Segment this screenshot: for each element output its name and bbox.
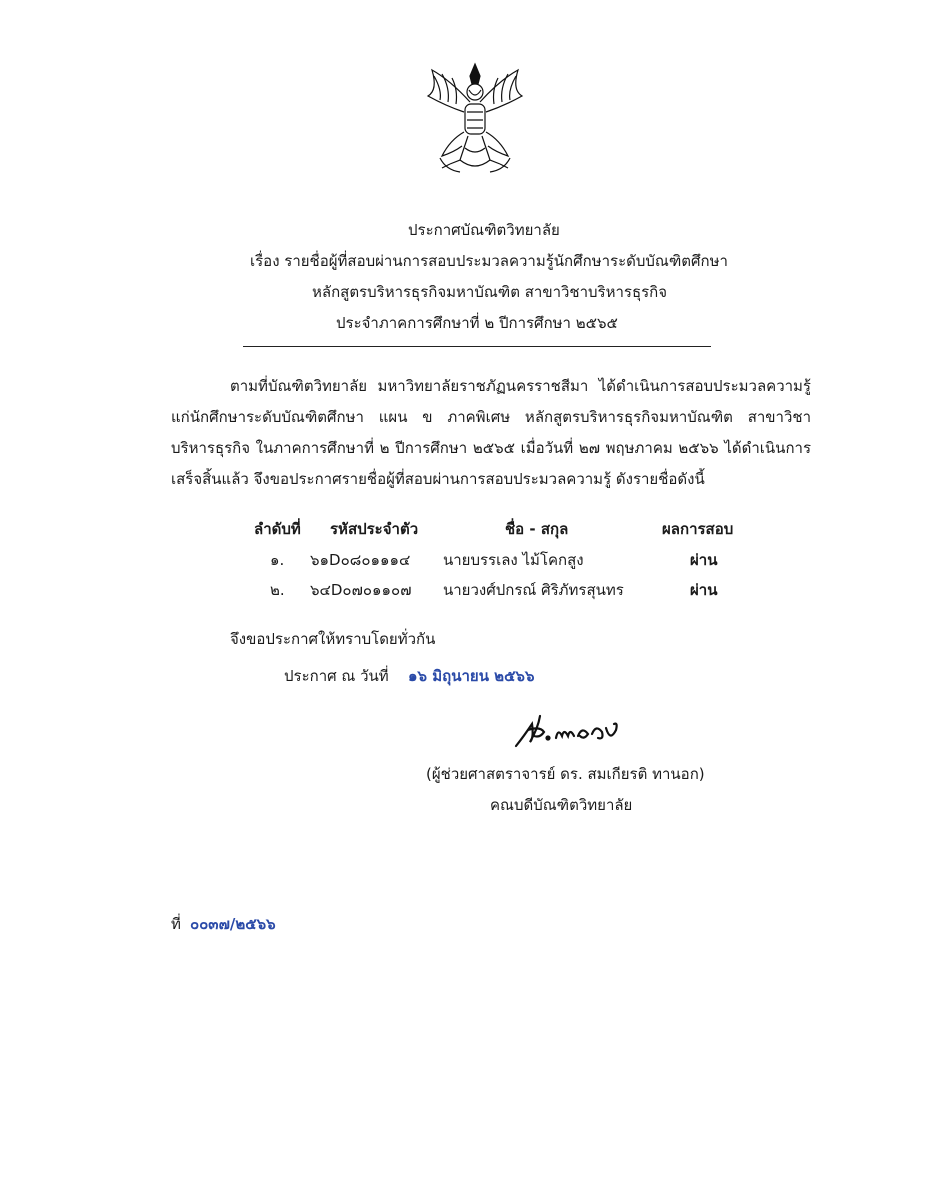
row-order: ๒.	[270, 581, 285, 599]
row-student-id: ๖๔D๐๗๐๑๑๐๗	[310, 581, 412, 599]
col-header-result: ผลการสอบ	[662, 520, 734, 538]
col-header-student-id: รหัสประจำตัว	[330, 520, 419, 538]
col-header-order: ลำดับที่	[254, 520, 301, 538]
ref-label: ที่	[171, 915, 181, 933]
closing-statement: จึงขอประกาศให้ทราบโดยทั่วกัน	[230, 630, 436, 648]
col-header-name: ชื่อ - สกุล	[505, 520, 569, 538]
row-name: นายวงศ์ปกรณ์ ศิริภัทรสุนทร	[443, 581, 624, 599]
header-title: ประกาศบัณฑิตวิทยาลัย	[408, 221, 560, 239]
signature-icon	[510, 708, 630, 753]
header-term: ประจำภาคการศึกษาที่ ๒ ปีการศึกษา ๒๕๖๕	[336, 314, 618, 332]
row-name: นายบรรเลง ไม้โคกสูง	[443, 551, 584, 569]
header-subject: เรื่อง รายชื่อผู้ที่สอบผ่านการสอบประมวลความรู้นักศึกษาระดับบัณฑิตศึกษา	[250, 252, 728, 270]
row-result: ผ่าน	[690, 581, 718, 599]
header-divider	[243, 346, 711, 347]
body-line-2: แก่นักศึกษาระดับบัณฑิตศึกษา แผน ข ภาคพิเศษ หลักสูตรบริหารธุรกิจมหาบัณฑิต สาขาวิชา	[171, 408, 811, 426]
body-line-3: บริหารธุรกิจ ในภาคการศึกษาที่ ๒ ปีการศึกษา ๒๕๖๕ เมื่อวันที่ ๒๗ พฤษภาคม ๒๕๖๖ ได้ดำเนินการ	[171, 439, 811, 457]
announce-date-label: ประกาศ ณ วันที่	[284, 667, 389, 685]
body-line-1: ตามที่บัณฑิตวิทยาลัย มหาวิทยาลัยราชภัฏนครราชสีมา ได้ดำเนินการสอบประมวลความรู้	[230, 377, 811, 395]
garuda-emblem-icon	[420, 60, 530, 182]
header-program: หลักสูตรบริหารธุรกิจมหาบัณฑิต สาขาวิชาบริหารธุรกิจ	[312, 283, 668, 301]
announce-date: ๑๖ มิถุนายน ๒๕๖๖	[408, 667, 535, 685]
row-result: ผ่าน	[690, 551, 718, 569]
signer-title: คณบดีบัณฑิตวิทยาลัย	[490, 796, 633, 814]
signer-name: (ผู้ช่วยศาสตราจารย์ ดร. สมเกียรติ ทานอก)	[426, 765, 705, 783]
body-line-4: เสร็จสิ้นแล้ว จึงขอประกาศรายชื่อผู้ที่สอบผ่านการสอบประมวลความรู้ ดังรายชื่อดังนี้	[171, 470, 705, 488]
row-order: ๑.	[270, 551, 285, 569]
ref-number: ๐๐๓๗/๒๕๖๖	[190, 915, 276, 933]
row-student-id: ๖๑D๐๘๐๑๑๑๔	[310, 551, 411, 569]
